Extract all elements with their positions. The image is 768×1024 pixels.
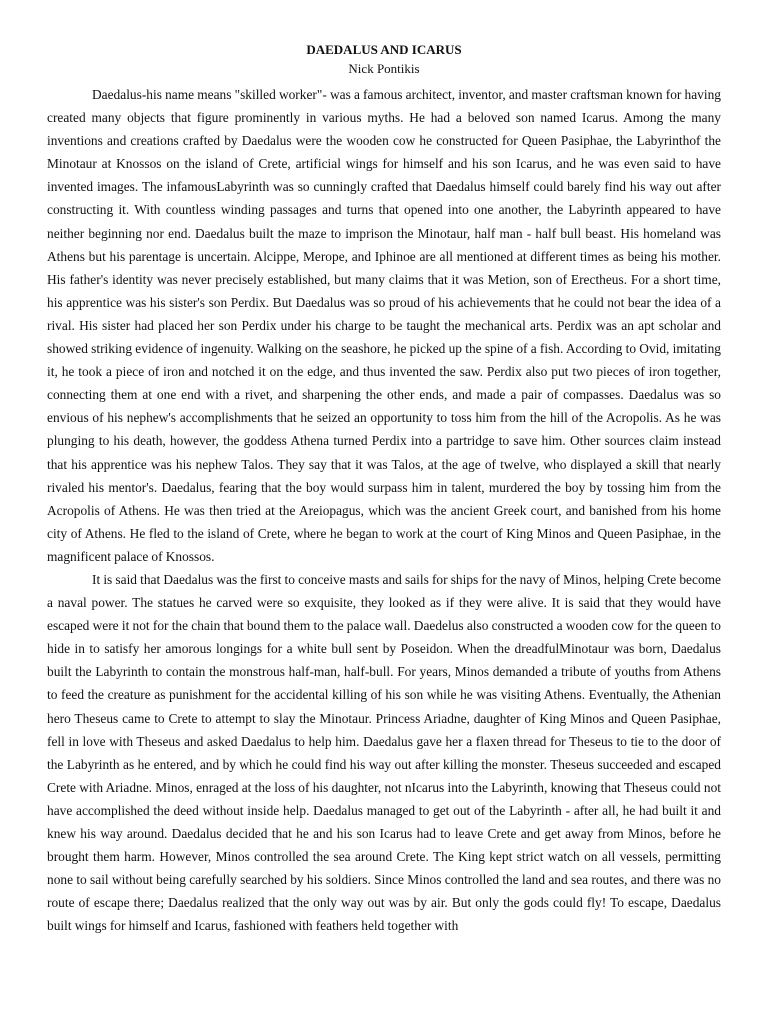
document-title: DAEDALUS AND ICARUS — [306, 42, 462, 57]
document-author: Nick Pontikis — [348, 61, 420, 76]
paragraph: It is said that Daedalus was the first to conceive masts and sails for ships for the navy of Minos, helping Crete become a naval power. The statues he carved were so exquisite, they looked as if they were alive. It is said that they would have escaped were it not for the chain that bound them to the palace wall. Daedelus also constructed a wooden cow for the queen to hide in to satisfy her amorous longings for a white bull sent by Poseidon. When the dreadfulMinotaur was born, Daedalus built the Labyrinth to contain the monstrous half-man, half-bull. For years, Minos demanded a tribute of youths from Athens to feed the creature as punishment for the accidental killing of his son while he was visiting Athens. Eventually, the Athenian hero Theseus came to Crete to attempt to slay the Minotaur. Princess Ariadne, daughter of King Minos and Queen Pasiphae, fell in love with Theseus and asked Daedalus to help him. Daedalus gave her a flaxen thread for Theseus to tie to the door of the Labyrinth as he entered, and by which he could find his way out after killing the monster. Theseus succeeded and escaped Crete with Ariadne. Minos, enraged at the loss of his daughter, not nIcarus into the Labyrinth, knowing that Theseus could not have accomplished the deed without inside help. Daedalus managed to get out of the Labyrinth - after all, he had built it and knew his way around. Daedalus decided that he and his son Icarus had to leave Crete and get away from Minos, before he brought them harm. However, Minos controlled the sea around Crete. The King kept strict watch on all vessels, permitting none to sail without being carefully searched by his soldiers. Since Minos controlled the land and sea routes, and there was no route of escape there; Daedalus realized that the only way out was by air. But only the gods could fly! To escape, Daedalus built wings for himself and Icarus, fashioned with feathers held together with — [47, 571, 721, 934]
paragraph: Daedalus-his name means "skilled worker"- was a famous architect, inventor, and master craftsman known for having created many objects that figure prominently in various myths. He had a beloved son named Icarus. Among the many inventions and creations crafted by Daedalus were the wooden cow he constructed for Queen Pasiphae, the Labyrinthof the Minotaur at Knossos on the island of Crete, artificial wings for himself and his son Icarus, and he was even said to have invented images. The infamousLabyrinth was so cunningly crafted that Daedalus himself could barely find his way out after constructing it. With countless winding passages and turns that opened into one another, the Labyrinth appeared to have neither beginning nor end. Daedalus built the maze to imprison the Minotaur, half man - half bull beast. His homeland was Athens but his parentage is uncertain. Alcippe, Merope, and Iphinoe are all mentioned at different times as being his mother. His father's identity was never precisely established, but many claims that it was Metion, son of Erectheus. For a short time, his apprentice was his sister's son Perdix. But Daedalus was so proud of his achievements that he could not bear the idea of a rival. His sister had placed her son Perdix under his charge to be taught the mechanical arts. Perdix was an apt scholar and showed striking evidence of ingenuity. Walking on the seashore, he picked up the spine of a fish. According to Ovid, imitating it, he took a piece of iron and notched it on the edge, and thus invented the saw. Perdix also put two pieces of iron together, connecting them at one end with a rivet, and sharpening the other ends, and made a pair of compasses. Daedalus was so envious of his nephew's accomplishments that he seized an opportunity to toss him from the hill of the Acropolis. As he was plunging to his death, however, the goddess Athena turned Perdix into a partridge to save him. Other sources claim instead that his apprentice was his nephew Talos. They say that it was Talos, at the age of twelve, who displayed a skill that nearly rivaled his mentor's. Daedalus, fearing that the boy would surpass him in talent, murdered the boy by tossing him from the Acropolis of Athens. He was then tried at the Areiopagus, which was the ancient Greek court, and banished from his home city of Athens. He fled to the island of Crete, where he began to work at the court of King Minos and Queen Pasiphae, in the magnificent palace of Knossos. — [47, 87, 721, 564]
document-page — [47, 40, 721, 937]
